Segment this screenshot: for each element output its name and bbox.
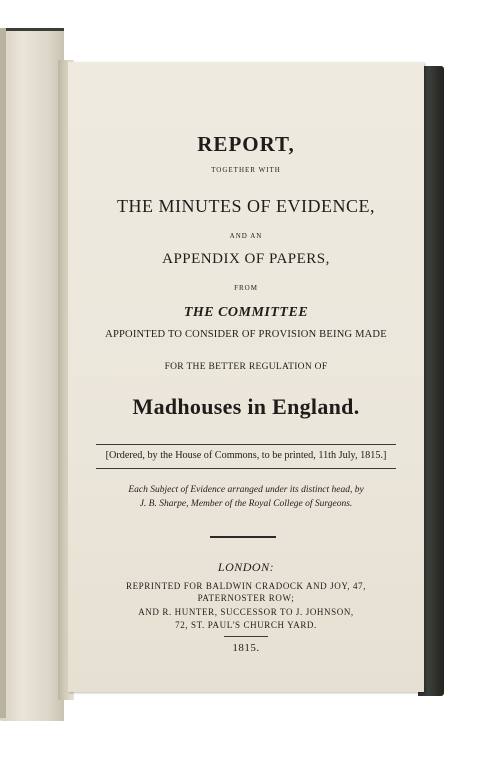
committee-heading: THE COMMITTEE — [183, 305, 309, 320]
london-line: LONDON: — [217, 560, 275, 574]
year-rule — [224, 636, 268, 637]
subject-line-1: Each Subject of Evidence arranged under its distinct head, by — [128, 485, 364, 495]
appendix-heading: APPENDIX OF PAPERS, — [162, 251, 330, 267]
together-with-line: TOGETHER WITH — [211, 166, 281, 174]
minutes-heading: THE MINUTES OF EVIDENCE, — [117, 196, 375, 216]
subject-line-2: J. B. Sharpe, Member of the Royal College of Surgeons. — [139, 499, 353, 509]
better-regulation-line: FOR THE BETTER REGULATION OF — [164, 362, 328, 372]
rule-top — [96, 444, 396, 445]
title-page — [68, 62, 424, 692]
left-leaf — [0, 28, 64, 721]
short-rule — [210, 536, 276, 538]
left-leaf-edge — [0, 28, 6, 718]
madhouses-heading: Madhouses in England. — [132, 394, 360, 419]
rule-bottom — [96, 468, 396, 469]
year-line: 1815. — [232, 642, 260, 654]
ordered-line: [Ordered, by the House of Commons, to be printed, 11th July, 1815.] — [105, 450, 387, 461]
reprinted-line-1: REPRINTED FOR BALDWIN CRADOCK AND JOY, 47, — [125, 581, 367, 591]
appointed-line: APPOINTED TO CONSIDER OF PROVISION BEING MADE — [105, 329, 387, 340]
reprinted-line-3: AND R. HUNTER, SUCCESSOR TO J. JOHNSON, — [138, 607, 354, 617]
report-heading: REPORT, — [197, 132, 295, 156]
from-line: FROM — [234, 284, 258, 292]
reprinted-line-4: 72, ST. PAUL'S CHURCH YARD. — [175, 620, 317, 630]
and-an-line: AND AN — [229, 232, 263, 240]
reprinted-line-2: PATERNOSTER ROW; — [197, 593, 295, 603]
